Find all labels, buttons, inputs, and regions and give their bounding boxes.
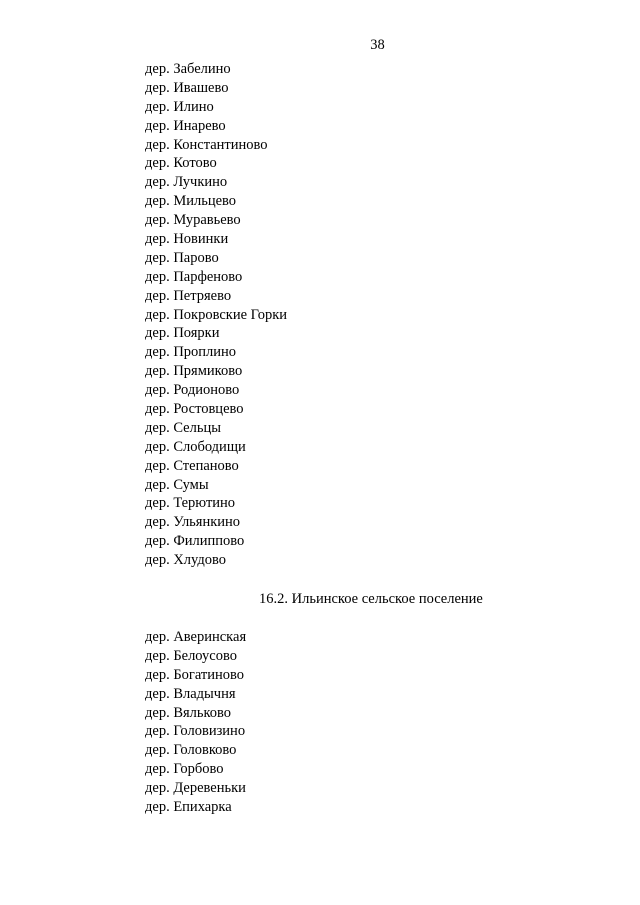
list-item: дер. Головизино <box>145 723 246 740</box>
list-item: дер. Ульянкино <box>145 514 241 531</box>
list-item: дер. Петряево <box>145 287 232 304</box>
list-item: дер. Белоусово <box>145 647 237 664</box>
list-item: дер. Проплино <box>145 344 237 361</box>
list-item: дер. Аверинская <box>145 629 247 645</box>
list-item: дер. Котово <box>145 155 217 172</box>
list-item: дер. Слободищи <box>145 438 246 455</box>
list-item: дер. Парово <box>145 249 219 266</box>
village-list-prev-section <box>145 60 287 570</box>
list-item: дер. Прямиково <box>145 363 243 380</box>
list-item: дер. Филиппово <box>145 533 245 550</box>
list-item: дер. Хлудово <box>145 552 226 569</box>
list-item: дер. Забелино <box>145 61 231 77</box>
list-item: дер. Богатиново <box>145 666 245 683</box>
list-item: дер. Ивашево <box>145 79 229 96</box>
list-item: дер. Вяльково <box>145 704 232 721</box>
list-item: дер. Мильцево <box>145 193 237 210</box>
list-item: дер. Епихарка <box>145 799 232 816</box>
list-item: дер. Покровские Горки <box>145 306 288 323</box>
list-item: дер. Илино <box>145 98 214 115</box>
list-item: дер. Муравьево <box>145 212 241 229</box>
page-number: 38 <box>370 37 385 53</box>
list-item: дер. Владычня <box>145 685 236 702</box>
list-item: дер. Инарево <box>145 117 226 134</box>
list-item: дер. Лучкино <box>145 174 228 191</box>
list-item: дер. Сумы <box>145 476 209 493</box>
list-item: дер. Головково <box>145 742 237 759</box>
village-list-ilinskoe <box>145 628 246 817</box>
list-item: дер. Горбово <box>145 761 224 778</box>
list-item: дер. Терютино <box>145 495 236 512</box>
section-heading: 16.2. Ильинское сельское поселение <box>259 591 483 607</box>
list-item: дер. Степаново <box>145 457 239 474</box>
list-item: дер. Парфеново <box>145 268 243 285</box>
list-item: дер. Константиново <box>145 136 268 153</box>
list-item: дер. Ростовцево <box>145 401 244 418</box>
list-item: дер. Родионово <box>145 382 240 399</box>
list-item: дер. Сельцы <box>145 419 221 436</box>
list-item: дер. Деревеньки <box>145 780 246 797</box>
list-item: дер. Поярки <box>145 325 220 342</box>
list-item: дер. Новинки <box>145 231 229 248</box>
